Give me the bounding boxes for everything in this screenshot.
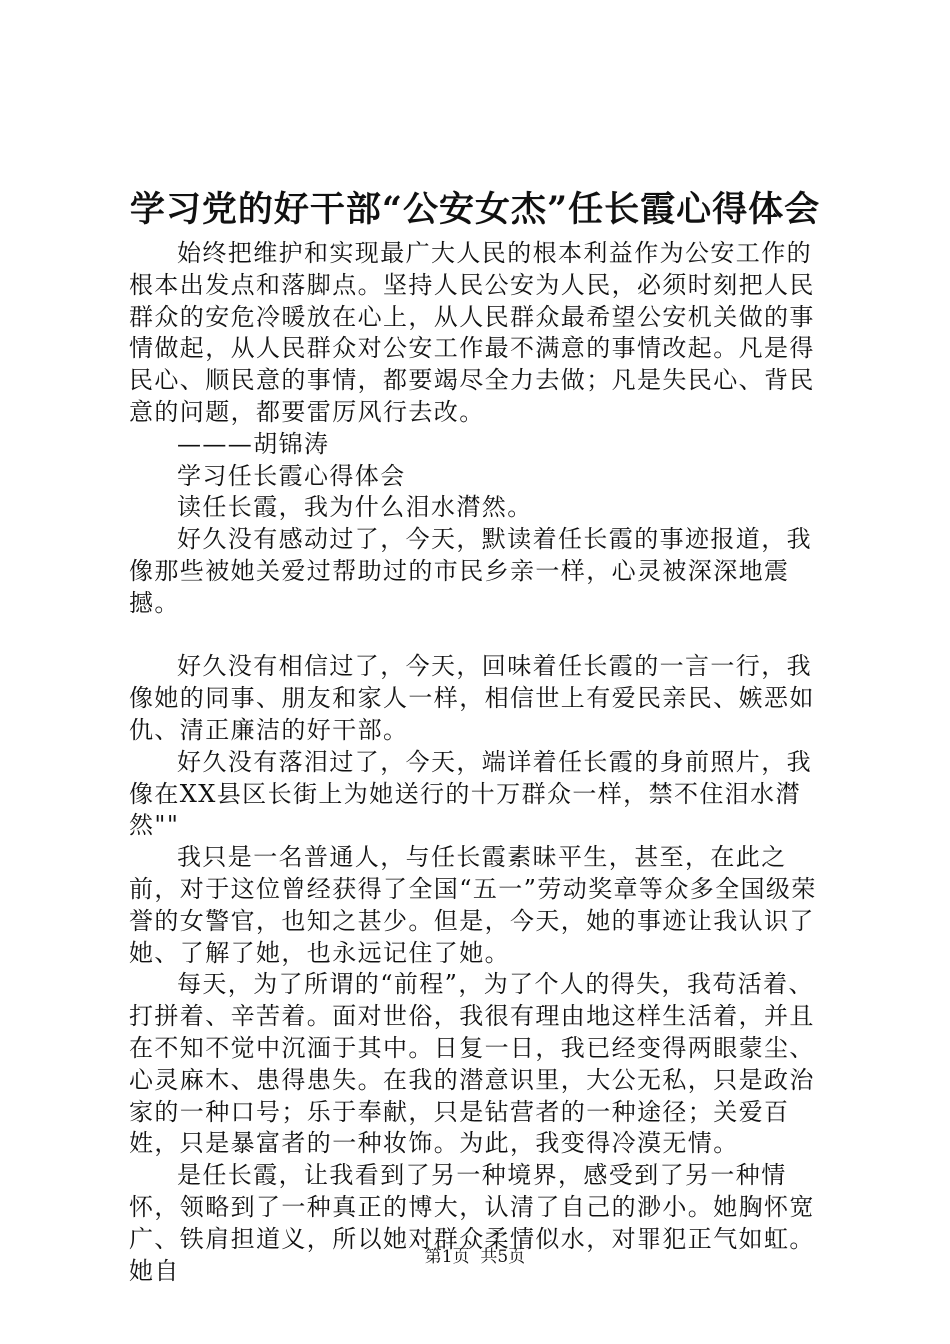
paragraph: 好久没有感动过了，今天，默读着任长霞的事迹报道，我像那些被她关爱过帮助过的市民乡亲一样，心灵被深深地震撼。 xyxy=(129,525,812,617)
paragraph-attribution: ———胡锦涛 xyxy=(177,429,330,458)
paragraph: 读任长霞，我为什么泪水潸然。 xyxy=(177,493,533,522)
paragraph: 我只是一名普通人，与任长霞素昧平生，甚至，在此之前，对于这位曾经获得了全国“五一”劳动奖章等众多全国级荣誉的女警官，也知之甚少。但是，今天，她的事迹让我认识了她、了解了她，也永远记住了她。 xyxy=(129,843,817,967)
page-footer xyxy=(0,1246,950,1268)
page-total: 共5页 xyxy=(480,1247,526,1267)
document-body xyxy=(129,238,829,1287)
paragraph-subtitle: 学习任长霞心得体会 xyxy=(177,461,406,490)
paragraph: 好久没有相信过了，今天，回味着任长霞的一言一行，我像她的同事、朋友和家人一样，相信世上有爱民亲民、嫉恶如仇、清正廉洁的好干部。 xyxy=(129,652,815,744)
page-number: 第1页 xyxy=(424,1247,470,1267)
paragraph: 是任长霞，让我看到了另一种境界，感受到了另一种情怀，领略到了一种真正的博大，认清了自己的渺小。她胸怀宽广、铁肩担道义，所以她对群众柔情似水，对罪犯正气如虹。她自 xyxy=(129,1161,815,1285)
paragraph: 每天，为了所谓的“前程”，为了个人的得失，我苟活着、打拼着、辛苦着。面对世俗，我很有理由地这样生活着，并且在不知不觉中沉湎于其中。日复一日，我已经变得两眼蒙尘、心灵麻木、患得患失。在我的潜意识里，大公无私，只是政治家的一种口号；乐于奉献，只是钻营者的一种途径；关爱百姓，只是暴富者的一种妆饰。为此，我变得冷漠无情。 xyxy=(129,970,815,1158)
document-title: 学习党的好干部“公安女杰”任长霞心得体会 xyxy=(129,189,821,230)
paragraph-quote: 始终把维护和实现最广大人民的根本利益作为公安工作的根本出发点和落脚点。坚持人民公安为人民，必须时刻把人民群众的安危冷暖放在心上，从人民群众最希望公安机关做的事情做起，从人民群众对公安工作最不满意的事情改起。凡是得民心、顺民意的事情，都要竭尽全力去做；凡是失民心、背民意的问题，都要雷厉风行去改。 xyxy=(129,239,815,426)
paragraph: 好久没有落泪过了，今天，端详着任长霞的身前照片，我像在XX县区长街上为她送行的十万群众一样，禁不住泪水潸然"" xyxy=(129,747,812,840)
